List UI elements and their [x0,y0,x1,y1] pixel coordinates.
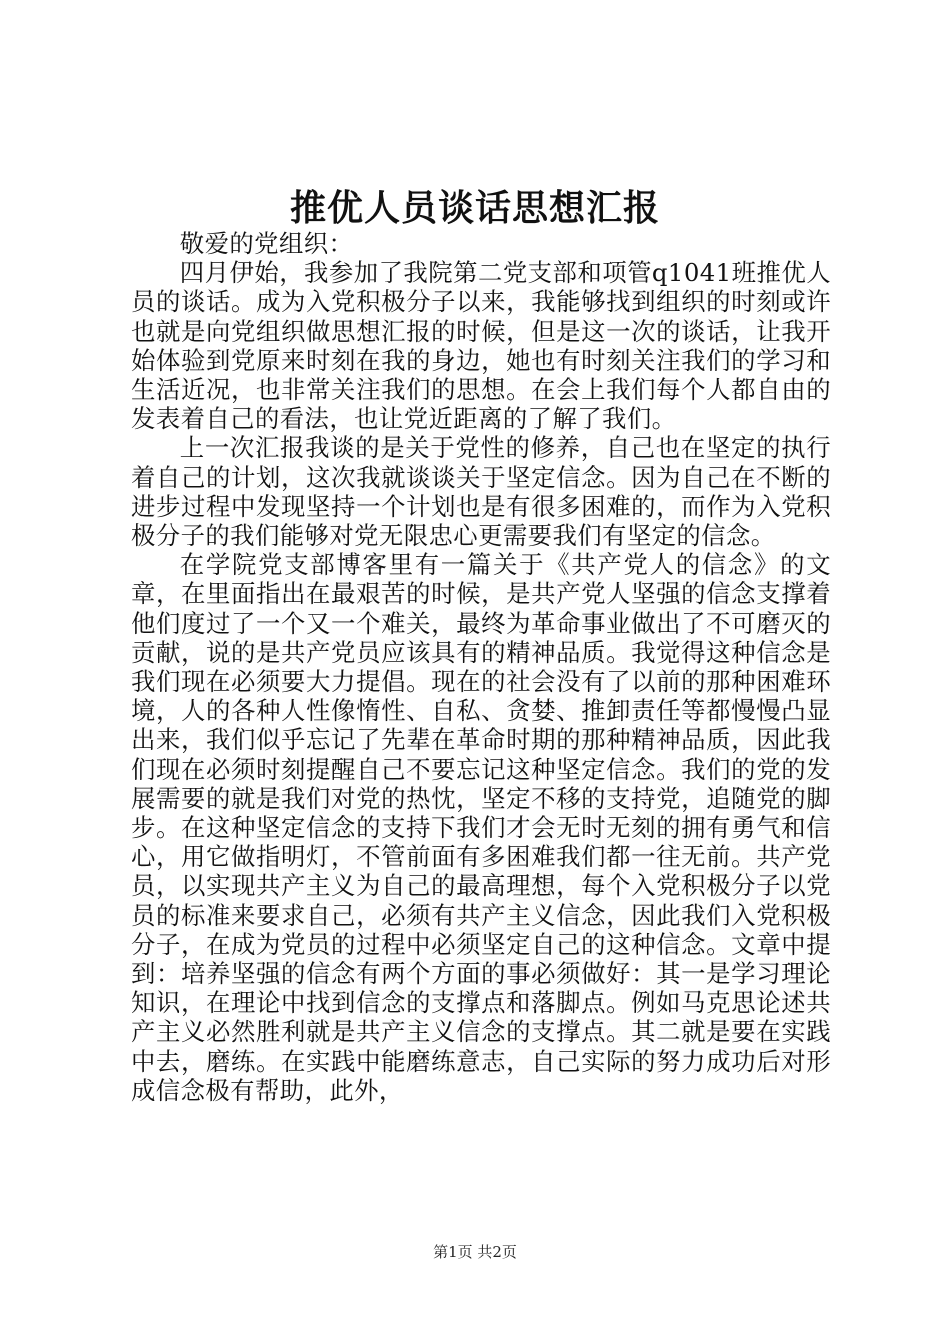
body-paragraph: 在学院党支部博客里有一篇关于《共产党人的信念》的文章，在里面指出在最艰苦的时候，是共产党人坚强的信念支撑着他们度过了一个又一个难关，最终为革命事业做出了不可磨灭的贡献，说的是共产党员应该具有的精神品质。我觉得这种信念是我们现在必须要大力提倡。现在的社会没有了以前的那种困难环境，人的各种人性像惰性、自私、贪婪、推卸责任等都慢慢凸显出来，我们似乎忘记了先辈在革命时期的那种精神品质，因此我们现在必须时刻提醒自己不要忘记这种坚定信念。我们的党的发展需要的就是我们对党的热忱，坚定不移的支持党，追随党的脚步。在这种坚定信念的支持下我们才会无时无刻的拥有勇气和信心，用它做指明灯，不管前面有多困难我们都一往无前。共产党员，以实现共产主义为自己的最高理想，每个入党积极分子以党员的标准来要求自己，必须有共产主义信念，因此我们入党积极分子，在成为党员的过程中必须坚定自己的这种信念。文章中提到：培养坚强的信念有两个方面的事必须做好：其一是学习理论知识，在理论中找到信念的支撑点和落脚点。例如马克思论述共产主义必然胜利就是共产主义信念的支撑点。其二就是要在实践中去，磨练。在实践中能磨练意志，自己实际的努力成功后对形成信念极有帮助，此外， [131,550,831,1105]
body-paragraph: 四月伊始，我参加了我院第二党支部和项管q1041班推优人员的谈话。成为入党积极分子以来，我能够找到组织的时刻或许也就是向党组织做思想汇报的时候，但是这一次的谈话，让我开始体验到党原来时刻在我的身边，她也有时刻关注我们的学习和生活近况，也非常关注我们的思想。在会上我们每个人都自由的发表着自己的看法，也让党近距离的了解了我们。 [131,258,831,434]
document-title: 推优人员谈话思想汇报 [289,187,660,229]
salutation-paragraph: 敬爱的党组织： [179,229,354,258]
page-footer: 第1页 共2页 [433,1243,517,1261]
body-paragraph: 上一次汇报我谈的是关于党性的修养，自己也在坚定的执行着自己的计划，这次我就谈谈关于坚定信念。因为自己在不断的进步过程中发现坚持一个计划也是有很多困难的，而作为入党积极分子的我们能够对党无限忠心更需要我们有坚定的信念。 [131,433,831,551]
document-body [131,229,831,1105]
